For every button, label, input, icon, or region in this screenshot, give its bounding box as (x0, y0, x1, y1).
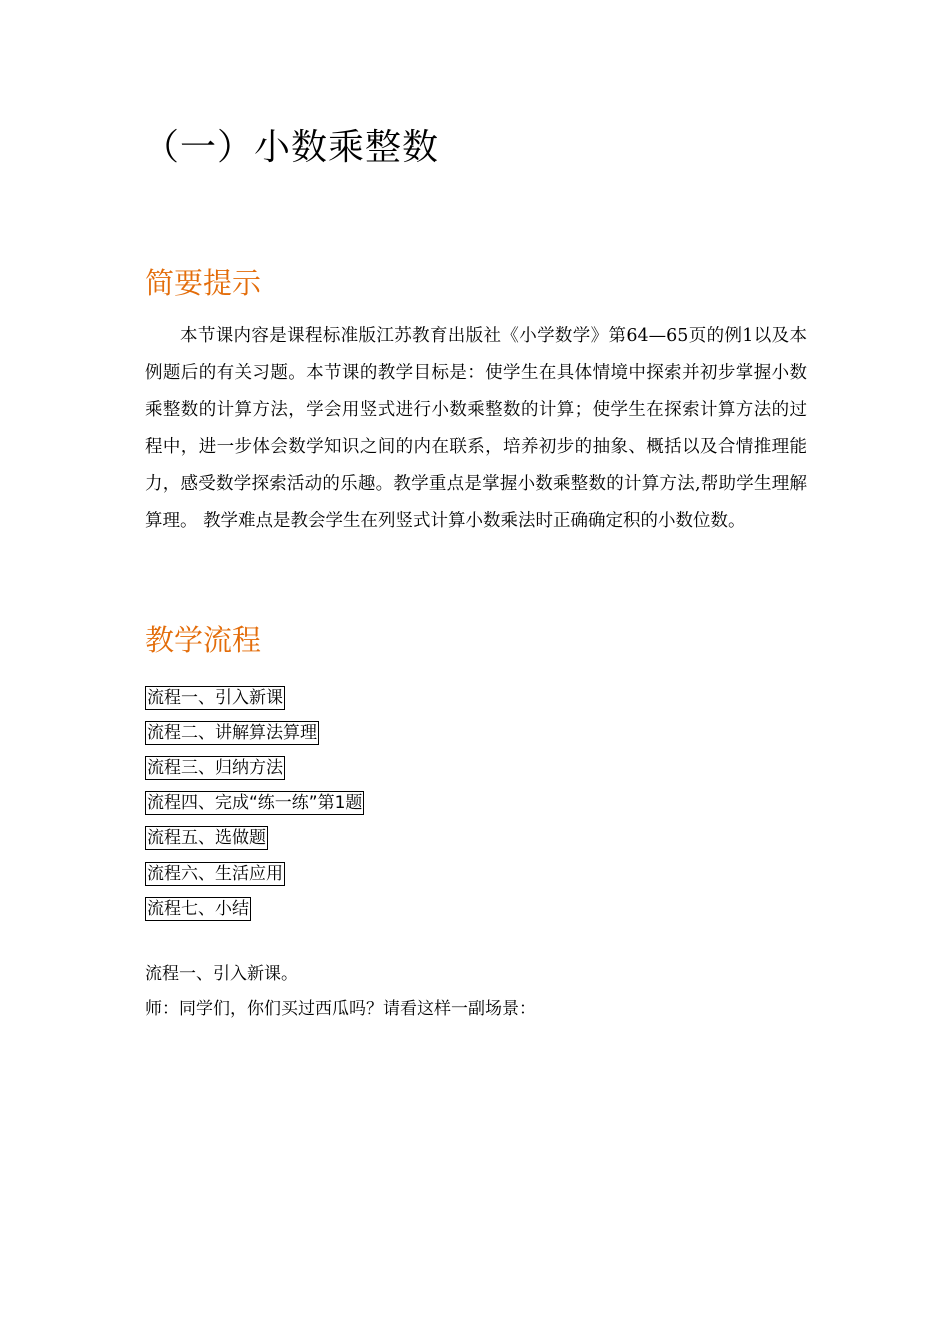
flow-list-item (145, 680, 364, 715)
flow-link-4[interactable]: 流程四、完成“练一练”第1题 (147, 793, 363, 814)
flow-link-5[interactable]: 流程五、选做题 (147, 828, 266, 849)
flow-one-heading: 流程一、引入新课。 (145, 964, 298, 984)
flow-list-item (145, 750, 364, 785)
flow-list-item (145, 715, 364, 750)
flow-link-3[interactable]: 流程三、归纳方法 (147, 757, 283, 778)
summary-paragraph: 本节课内容是课程标准版江苏教育出版社《小学数学》第64—65页的例1以及本例题后的有关习题。本节课的教学目标是：使学生在具体情境中探索并初步掌握小数乘整数的计算方法，学会用竖式进行小数乘整数的计算；使学生在探索计算方法的过程中，进一步体会数学知识之间的内在联系，培养初步的抽象、概括以及合情推理能力，感受数学探索活动的乐趣。教学重点是掌握小数乘整数的计算方法,帮助学生理解算理。 教学难点是教会学生在列竖式计算小数乘法时正确确定积的小数位数。 (145, 326, 807, 531)
page-title: （一）小数乘整数 (143, 127, 440, 168)
flow-list-item (145, 821, 364, 856)
flow-list-item (145, 786, 364, 821)
flow-list-item (145, 891, 364, 926)
flow-link-7[interactable]: 流程七、小结 (147, 898, 249, 919)
teacher-dialogue: 师：同学们，你们买过西瓜吗？请看这样一副场景： (145, 999, 536, 1019)
flow-link-1[interactable]: 流程一、引入新课 (147, 687, 283, 708)
flow-link-2[interactable]: 流程二、讲解算法算理 (147, 722, 317, 743)
summary-heading: 简要提示 (145, 266, 262, 300)
teaching-flow-heading: 教学流程 (145, 623, 262, 657)
flow-link-6[interactable]: 流程六、生活应用 (147, 863, 283, 884)
flow-list-item (145, 856, 364, 891)
teaching-flow-list (145, 680, 364, 926)
